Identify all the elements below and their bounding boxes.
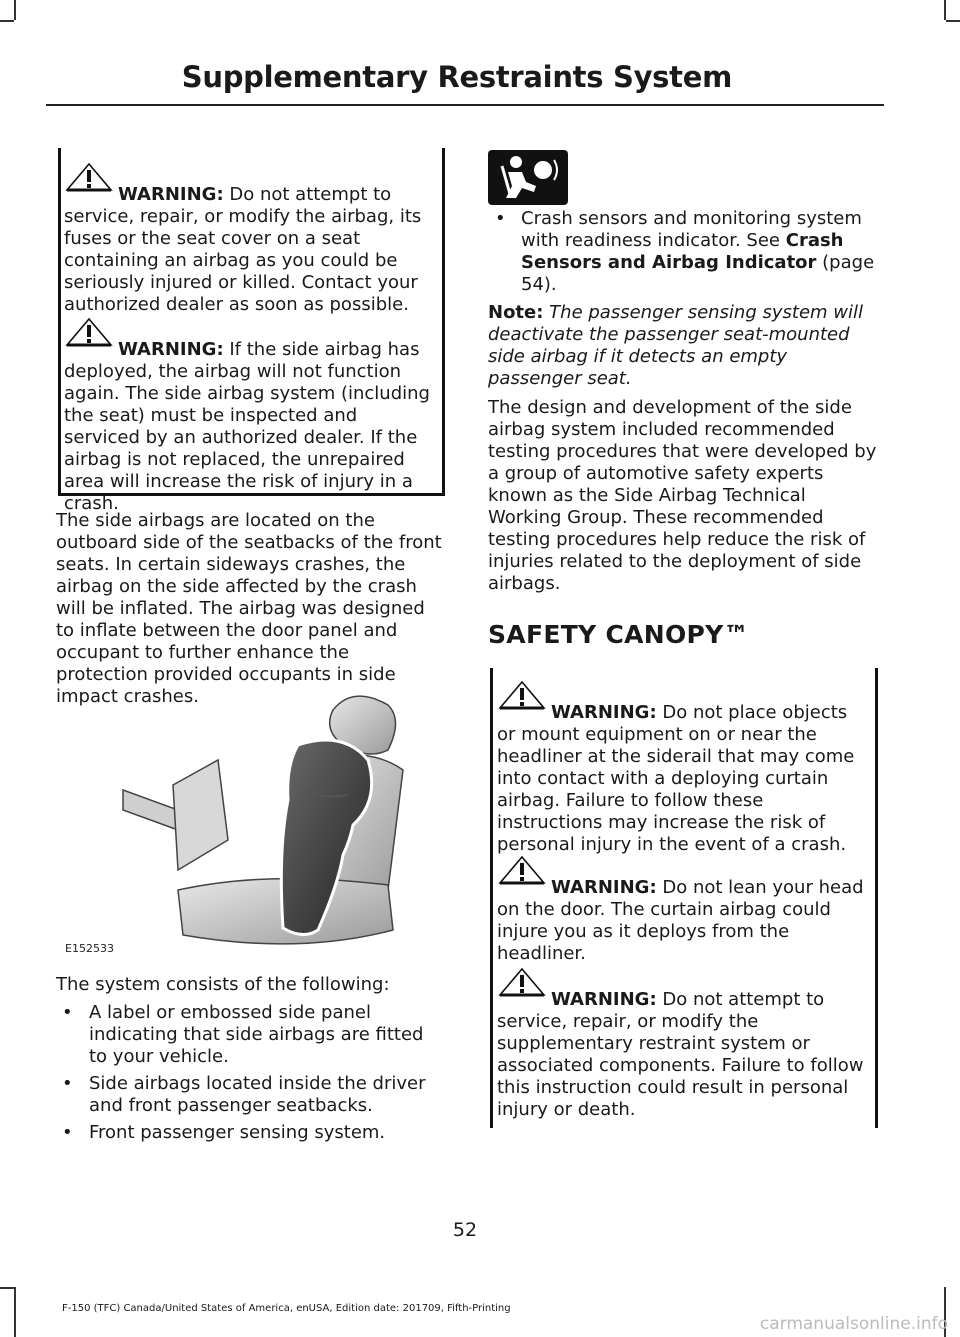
warning-triangle-icon [497,855,547,885]
page-number: 52 [452,1219,478,1241]
warning-text: Do not lean your head on the door. The curtain airbag could injure you as it deploys from the headliner. [497,877,864,964]
warning-triangle-icon [497,967,547,997]
list-item-text: Side airbags located inside the driver and front passenger seatbacks. [89,1073,426,1116]
list-item: • Front passenger sensing system. [62,1122,447,1144]
warning-label: WARNING: [118,339,224,360]
list-item: • Crash sensors and monitoring system with readiness indicator. See Crash Sensors and Airbag Indicator (page 54). [495,208,875,295]
illustration-id: E152533 [65,942,114,955]
warning-block [497,967,871,1121]
list-item: • Side airbags located inside the driver and front passenger seatbacks. [62,1073,447,1117]
warning-triangle-icon [497,680,547,710]
warning-text: Do not attempt to service, repair, or modify the supplementary restraint system or associated components. Failure to follow this instruction could result in personal injury or death. [497,989,864,1120]
list-item-text: A label or embossed side panel indicating that side airbags are fitted to your vehicle. [89,1002,424,1067]
section-heading: SAFETY CANOPY™ [488,620,749,649]
note-paragraph [488,302,882,390]
footer-text: F-150 (TFC) Canada/United States of America, enUSA, Edition date: 201709, Fifth-Printing [62,1303,511,1314]
cross-reference-link[interactable]: Crash Sensors and Airbag Indicator [521,230,844,273]
page-reference: (page 54). [521,252,875,295]
system-intro: The system consists of the following: [56,974,390,995]
crop-mark [944,0,946,20]
warning-block [64,162,438,316]
side-airbag-paragraph: The side airbags are located on the outboard side of the seatbacks of the front seats. In certain sideways crashes, the airbag on the side affected by the crash will be inflated. The airbag was designed to inflate between the door panel and occupant to further enhance the protection provided occupants in side impact crashes. [56,510,442,707]
crop-mark [14,1287,16,1337]
seat-airbag-illustration [65,690,418,960]
crop-mark [0,20,14,22]
page-title: Supplementary Restraints System [181,60,732,94]
list-item-text: Front passenger sensing system. [89,1122,386,1143]
warning-block [497,855,871,965]
warning-label: WARNING: [551,702,657,723]
crop-mark [14,0,16,20]
list-item: • A label or embossed side panel indicating that side airbags are fitted to your vehicle. [62,1002,447,1068]
airbag-indicator-icon [488,150,568,205]
crop-mark [946,20,960,22]
title-rule [46,104,884,106]
crop-mark [0,1287,14,1289]
warning-triangle-icon [64,162,114,192]
warning-triangle-icon [64,317,114,347]
warning-block [64,317,438,515]
note-text: The passenger sensing system will deactivate the passenger seat-mounted side airbag if it detects an empty passenger seat. [488,302,864,389]
warning-label: WARNING: [551,877,657,898]
warning-text: Do not attempt to service, repair, or modify the airbag, its fuses or the seat cover on a seat containing an airbag as you could be seriously injured or killed. Contact your authorized dealer as soon as possible. [64,184,422,315]
watermark: carmanualsonline.info [759,1314,948,1334]
warning-text: Do not place objects or mount equipment on or near the headliner at the siderail that may come into contact with a deploying curtain airbag. Failure to follow these instructions may increase the risk of personal injury in the event of a crash. [497,702,855,855]
warning-block [497,680,871,856]
warning-text: If the side airbag has deployed, the airbag will not function again. The side airbag system (including the seat) must be inspected and serviced by an authorized dealer. If the airbag is not replaced, the unrepaired area will increase the risk of injury in a crash. [64,339,430,514]
list-item-text: Crash sensors and monitoring system with readiness indicator. See [521,208,862,251]
note-label: Note: [488,302,544,323]
design-paragraph: The design and development of the side airbag system included recommended testing procedures that were developed by a group of automotive safety experts known as the Side Airbag Technical Working Group. These recommended testing procedures help reduce the risk of injuries related to the deployment of side airbags. [488,397,877,594]
warning-label: WARNING: [551,989,657,1010]
warning-label: WARNING: [118,184,224,205]
